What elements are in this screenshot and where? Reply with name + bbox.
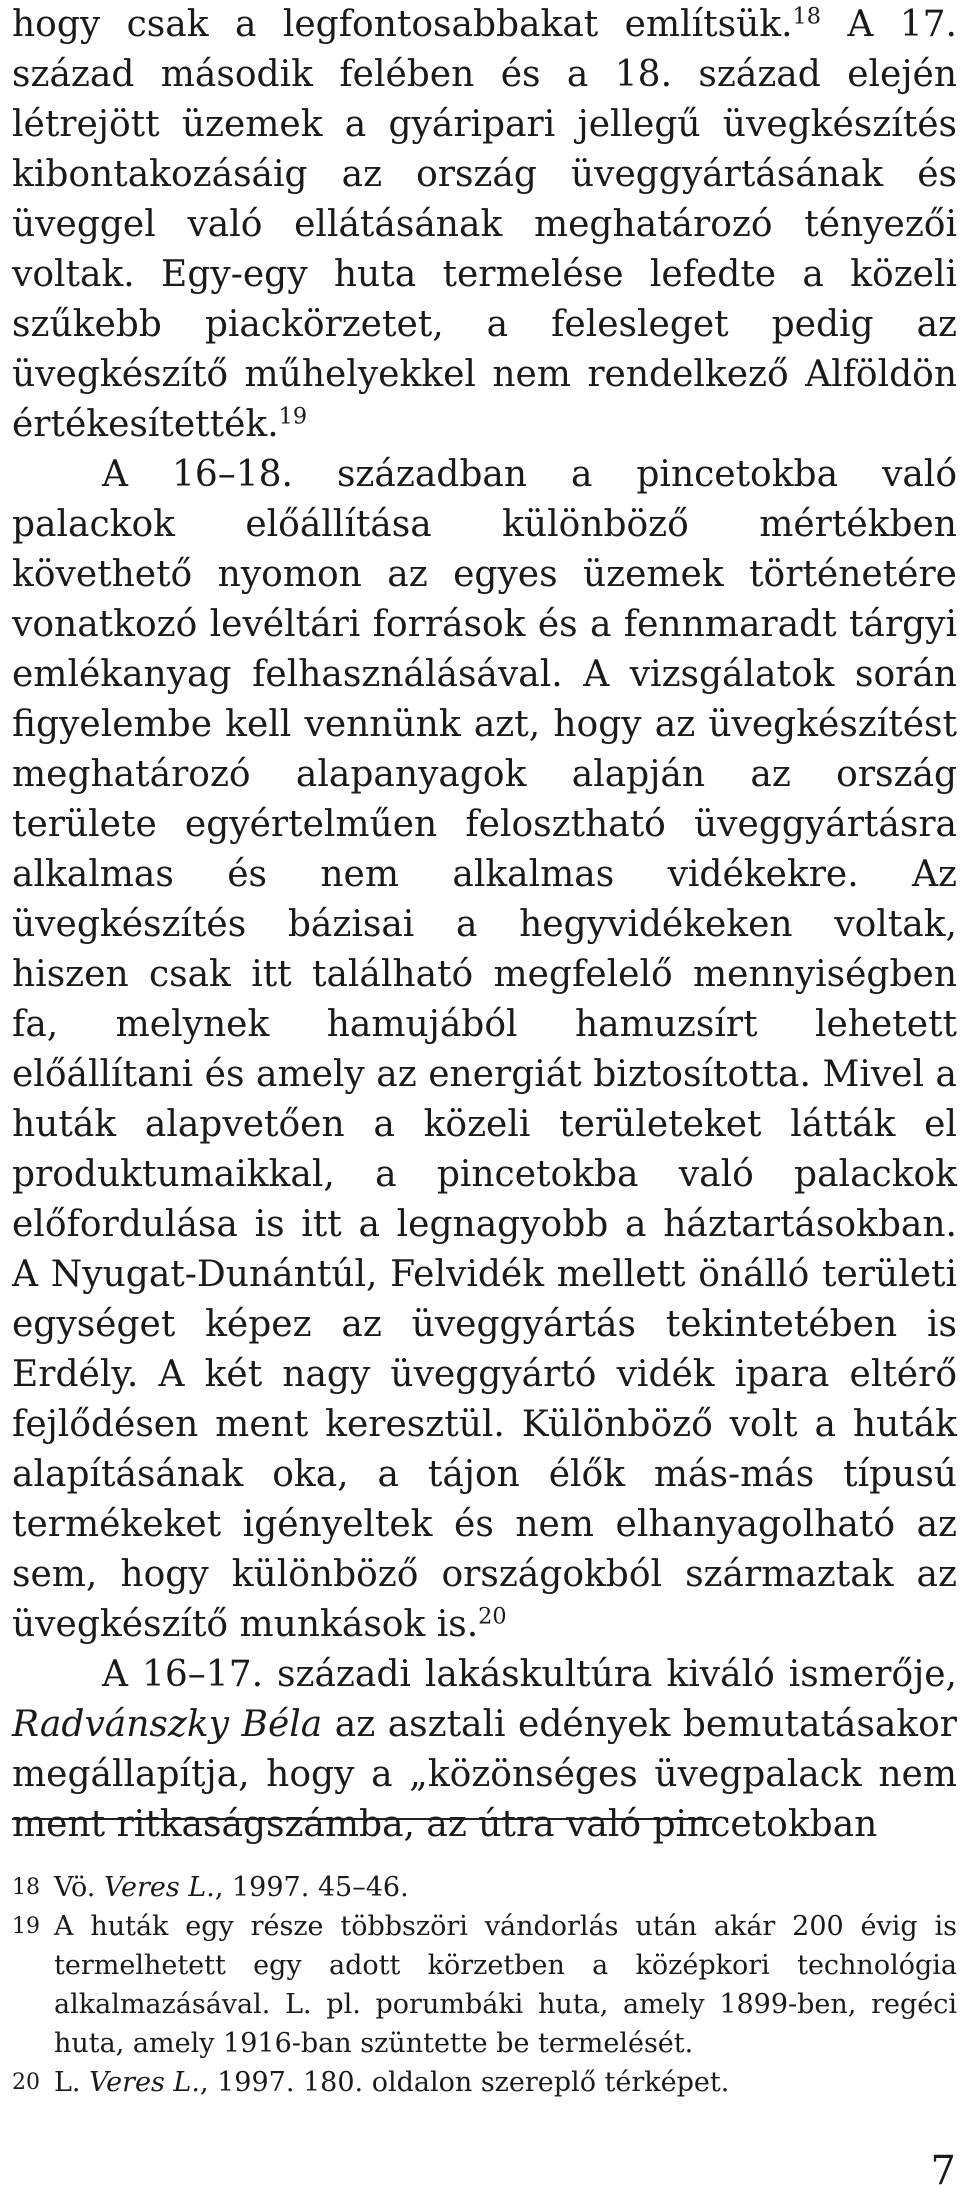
footnote-20 [12,2063,957,2102]
footnote-text: A huták egy része többszöri vándorlás után akár 200 évig is termelhetett egy adott körzetben a középkori technológia alkalmazásával. L. pl. porumbáki huta, amely 1899-ben, regéci huta, amely 1916-ban szüntette be termelését. [54,1911,957,2059]
paragraph-1 [12,0,957,450]
paragraph-text: A 16–18. században a pincetokba való palackok előállítása különböző mértékben követhető nyomon az egyes üzemek történetére vonatkozó levéltári források és a fennmaradt tárgyi emlékanyag felhasználásával. A vizsgálatok során figyelembe kell vennünk azt, hogy az üvegkészítést meghatározó alapanyagok alapján az ország területe egyértelműen felosztható üveggyártásra alkalmas és nem alkalmas vidékekre. Az üvegkészítés bázisai a hegyvidékeken voltak, hiszen csak itt található megfelelő mennyiségben fa, melynek hamujából hamuzsírt lehetett előállítani és amely az energiát biztosította. Mivel a huták alapvetően a közeli területeket látták el produktumaikkal, a pincetokba való palackok előfordulása is itt a legnagyobb a háztartásokban. A Nyugat-Dunántúl, Felvidék mellett önálló területi egységet képez az üveggyártás tekintetében is Erdély. A két nagy üveggyártó vidék ipara eltérő fejlődésen ment keresztül. Különböző volt a huták alapításának oka, a tájon élők más-más típusú termékeket igényeltek és nem elhanyagolható az sem, hogy különböző országokból származtak az üvegkészítő munkások is. [12,454,957,1645]
footnote-19 [12,1907,957,2063]
paragraph-text: A 16–17. századi lakáskultúra kiváló ismerője, [102,1654,957,1695]
paragraph-text: A 17. század második felében és a 18. század elején létrejött üzemek a gyáripari jellegű üvegkészítés kibontakozásáig az ország üveggyártásának és üveggel való ellátásának meghatározó tényezői voltak. Egy-egy huta termelése lefedte a közeli szűkebb piackörzetet, a felesleget pedig az üvegkészítő műhelyekkel nem rendelkező Alföldön értékesítették. [12,4,958,445]
paragraph-text: hogy csak a legfontosabbakat említsük. [12,4,793,45]
footnote-separator [12,1818,712,1820]
footnote-text: L. [54,2067,90,2098]
footnote-text: Vö. [54,1872,104,1903]
footnote-18 [12,1868,957,1907]
footnote-number: 18 [12,1875,40,1900]
paragraph-text: az asztali edények bemutatásakor megállapítja, hogy a „közönséges üvegpalack nem ment ritkaságszámba, az útra való pincetokban [12,1704,958,1845]
footnote-number: 20 [12,2070,40,2095]
footnote-ref-20[interactable]: 20 [478,1603,507,1630]
page-number: 7 [930,2148,956,2194]
footnotes [12,1868,957,2102]
footnote-number: 19 [12,1914,40,1939]
footnote-author: Veres L. [103,1872,215,1903]
author-name: Radvánszky Béla [12,1704,323,1745]
footnote-ref-18[interactable]: 18 [792,3,821,30]
footnote-text: , 1997. 180. oldalon szereplő térképet. [199,2067,730,2098]
footnote-author: Veres L. [89,2067,200,2098]
paragraph-3 [12,1650,957,1850]
footnote-text: , 1997. 45–46. [214,1872,409,1903]
footnote-ref-19[interactable]: 19 [278,403,308,430]
paragraph-2 [12,450,957,1650]
main-text [12,0,957,1850]
